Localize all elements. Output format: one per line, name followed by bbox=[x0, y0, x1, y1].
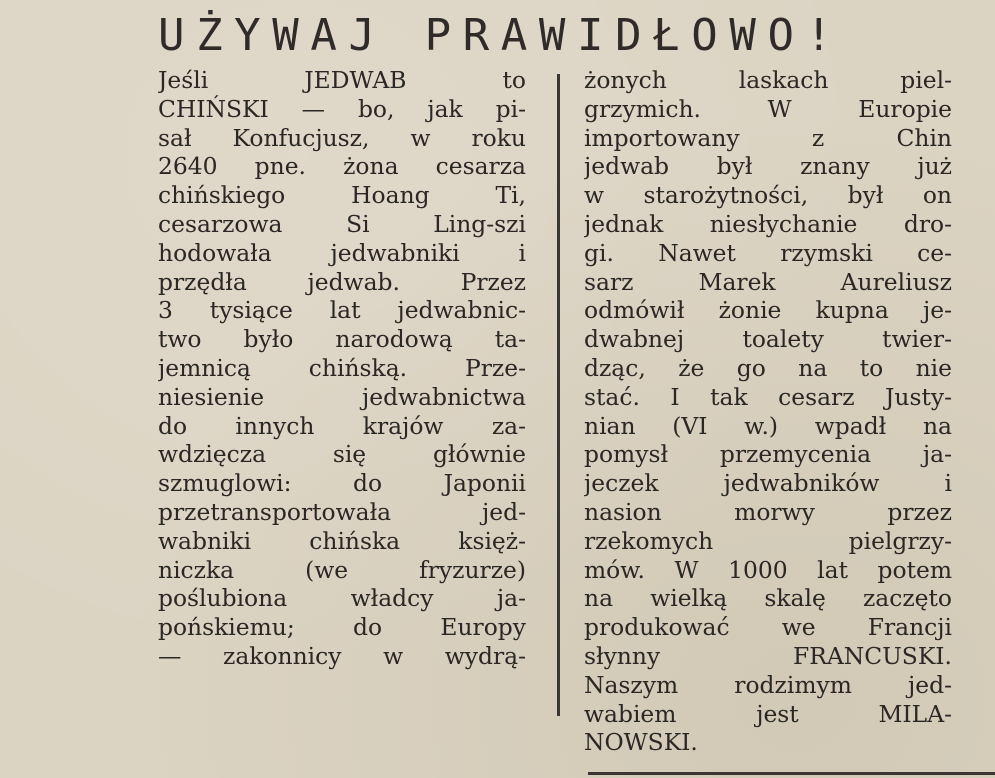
text-line: 2640 pne. żona cesarza bbox=[158, 152, 526, 181]
column-divider bbox=[557, 74, 560, 716]
text-line: NOWSKI. bbox=[584, 728, 698, 757]
text-line: stać. I tak cesarz Justy- bbox=[584, 382, 952, 411]
text-line: nian (VI w.) wpadł na bbox=[584, 411, 952, 440]
text-line: rzekomych pielgrzy- bbox=[584, 526, 952, 555]
text-line: wdzięcza się głównie bbox=[158, 440, 526, 469]
text-line: odmówił żonie kupna je- bbox=[584, 296, 952, 325]
text-line: jeczek jedwabników i bbox=[584, 469, 952, 498]
text-line: poślubiona władcy ja- bbox=[158, 584, 526, 613]
text-line: hodowała jedwabniki i bbox=[158, 238, 526, 267]
text-line: nasion morwy przez bbox=[584, 497, 952, 526]
text-line: CHIŃSKI — bo, jak pi- bbox=[158, 94, 526, 123]
bottom-rule bbox=[588, 772, 995, 775]
text-line: słynny FRANCUSKI. bbox=[584, 641, 952, 670]
text-line: dwabnej toalety twier- bbox=[584, 325, 952, 354]
text-line: gi. Nawet rzymski ce- bbox=[584, 238, 952, 267]
text-line: pońskiemu; do Europy bbox=[158, 613, 526, 642]
text-line: Naszym rodzimym jed- bbox=[584, 670, 952, 699]
text-line: grzymich. W Europie bbox=[584, 94, 952, 123]
text-line: przetransportowała jed- bbox=[158, 497, 526, 526]
text-line: w starożytności, był on bbox=[584, 181, 952, 210]
text-line: importowany z Chin bbox=[584, 123, 952, 152]
text-line: 3 tysiące lat jedwabnic- bbox=[158, 296, 526, 325]
text-line: jemnicą chińską. Prze- bbox=[158, 353, 526, 382]
headline: UŻYWAJ PRAWIDŁOWO! bbox=[158, 10, 844, 61]
text-line: jedwab był znany już bbox=[584, 152, 952, 181]
right-column bbox=[584, 66, 952, 757]
text-line: sał Konfucjusz, w roku bbox=[158, 123, 526, 152]
text-line: produkować we Francji bbox=[584, 613, 952, 642]
text-line: niesienie jedwabnictwa bbox=[158, 382, 526, 411]
left-column bbox=[158, 66, 526, 671]
text-line: wabniki chińska księż- bbox=[158, 526, 526, 555]
text-line: wabiem jest MILA- bbox=[584, 699, 952, 728]
text-line: — zakonnicy w wydrą- bbox=[158, 641, 526, 670]
text-line: na wielką skalę zaczęto bbox=[584, 584, 952, 613]
text-line: pomysł przemycenia ja- bbox=[584, 440, 952, 469]
text-line: Jeśli JEDWAB to bbox=[158, 66, 526, 94]
text-line: przędła jedwab. Przez bbox=[158, 267, 526, 296]
text-line: niczka (we fryzurze) bbox=[158, 555, 526, 584]
text-line: jednak niesłychanie dro- bbox=[584, 209, 952, 238]
text-line: żonych laskach piel- bbox=[584, 66, 952, 94]
text-line: do innych krajów za- bbox=[158, 411, 526, 440]
text-line: chińskiego Hoang Ti, bbox=[158, 181, 526, 210]
text-line: szmuglowi: do Japonii bbox=[158, 469, 526, 498]
text-line: sarz Marek Aureliusz bbox=[584, 267, 952, 296]
text-line: two było narodową ta- bbox=[158, 325, 526, 354]
text-line: cesarzowa Si Ling-szi bbox=[158, 209, 526, 238]
text-line: dząc, że go na to nie bbox=[584, 353, 952, 382]
text-line: mów. W 1000 lat potem bbox=[584, 555, 952, 584]
